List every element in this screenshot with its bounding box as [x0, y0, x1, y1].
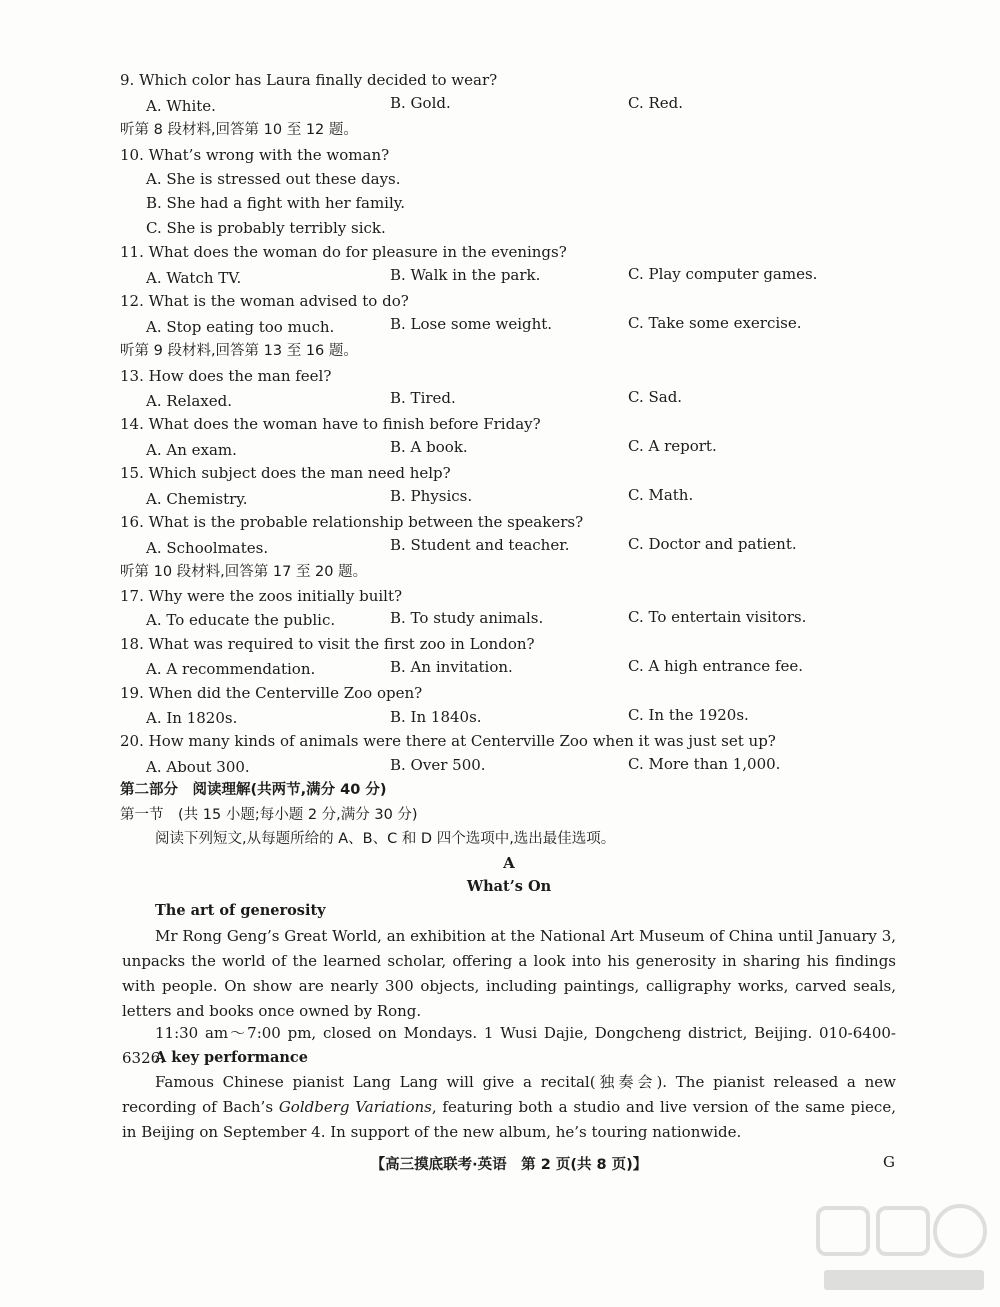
question-15: 15. Which subject does the man need help?: [120, 464, 451, 482]
option-18a: A. A recommendation.: [146, 660, 316, 678]
option-17a: A. To educate the public.: [146, 611, 336, 629]
option-19b: B. In 1840s.: [390, 708, 482, 726]
option-9c: C. Red.: [628, 94, 684, 112]
option-14b: B. A book.: [390, 438, 468, 456]
option-14a: A. An exam.: [146, 441, 237, 459]
option-20a: A. About 300.: [146, 758, 250, 776]
article-heading-performance: A key performance: [155, 1049, 308, 1066]
option-12a: A. Stop eating too much.: [146, 318, 335, 336]
section-instruction-8: 听第 8 段材料,回答第 10 至 12 题。: [120, 122, 358, 138]
part2-title: 第二部分 阅读理解(共两节,满分 40 分): [120, 782, 387, 798]
option-15b: B. Physics.: [390, 487, 473, 505]
article-info-1-text: 11:30 am～7:00 pm, closed on Mondays. 1 Wusi Dajie, Dongcheng district, Beijing. 010-6400-6326.: [122, 1024, 896, 1067]
option-19c: C. In the 1920s.: [628, 706, 749, 724]
question-20: 20. How many kinds of animals were there at Centerville Zoo when it was just set up?: [120, 732, 776, 750]
option-20c: C. More than 1,000.: [628, 755, 781, 773]
option-10c: C. She is probably terribly sick.: [146, 219, 386, 237]
option-10a: A. She is stressed out these days.: [146, 170, 401, 188]
page-footer: 【高三摸底联考·英语 第 2 页(共 8 页)】: [370, 1157, 648, 1173]
option-9a: A. White.: [146, 97, 216, 115]
article-paragraph-1: [122, 924, 896, 1024]
option-11b: B. Walk in the park.: [390, 266, 541, 284]
option-19a: A. In 1820s.: [146, 709, 238, 727]
option-13a: A. Relaxed.: [146, 392, 232, 410]
watermark-logo-icon: [810, 1200, 995, 1300]
question-12: 12. What is the woman advised to do?: [120, 292, 409, 310]
option-15c: C. Math.: [628, 486, 694, 504]
question-9: 9. Which color has Laura finally decided to wear?: [120, 71, 498, 89]
passage-title: What’s On: [466, 878, 552, 895]
article-heading-generosity: The art of generosity: [155, 902, 326, 919]
option-17c: C. To entertain visitors.: [628, 608, 807, 626]
article-paragraph-2: [122, 1070, 896, 1145]
option-14c: C. A report.: [628, 437, 717, 455]
option-13c: C. Sad.: [628, 388, 683, 406]
question-10: 10. What’s wrong with the woman?: [120, 146, 390, 164]
paper-code: G: [883, 1153, 895, 1171]
option-13b: B. Tired.: [390, 389, 456, 407]
option-20b: B. Over 500.: [390, 756, 486, 774]
option-11c: C. Play computer games.: [628, 265, 818, 283]
option-10b: B. She had a fight with her family.: [146, 194, 406, 212]
option-18c: C. A high entrance fee.: [628, 657, 804, 675]
option-12b: B. Lose some weight.: [390, 315, 553, 333]
question-17: 17. Why were the zoos initially built?: [120, 587, 403, 605]
question-16: 16. What is the probable relationship between the speakers?: [120, 513, 584, 531]
option-12c: C. Take some exercise.: [628, 314, 802, 332]
section-instruction-10: 听第 10 段材料,回答第 17 至 20 题。: [120, 564, 368, 580]
option-11a: A. Watch TV.: [146, 269, 242, 287]
question-13: 13. How does the man feel?: [120, 367, 332, 385]
question-14: 14. What does the woman have to finish before Friday?: [120, 415, 541, 433]
option-15a: A. Chemistry.: [146, 490, 248, 508]
article-paragraph-1-text: Mr Rong Geng’s Great World, an exhibition at the National Art Museum of China until January 3, unpacks the world of the learned scholar, offering a look into his generosity in sharing his findings with people. On show are nearly 300 objects, including paintings, calligraphy works, carved seals, letters and books once owned by Rong.: [122, 927, 896, 1020]
option-16c: C. Doctor and patient.: [628, 535, 797, 553]
section-instruction-9: 听第 9 段材料,回答第 13 至 16 题。: [120, 343, 358, 359]
option-16a: A. Schoolmates.: [146, 539, 269, 557]
option-16b: B. Student and teacher.: [390, 536, 570, 554]
option-17b: B. To study animals.: [390, 609, 544, 627]
question-19: 19. When did the Centerville Zoo open?: [120, 684, 423, 702]
article-paragraph-2-post: , featuring both a studio and live version of the same piece, in Beijing on September 4. In support of the new album, he’s touring nationwide.: [122, 1098, 896, 1141]
part2-section1: 第一节 (共 15 小题;每小题 2 分,满分 30 分): [120, 807, 418, 823]
option-18b: B. An invitation.: [390, 658, 513, 676]
question-11: 11. What does the woman do for pleasure in the evenings?: [120, 243, 567, 261]
article-paragraph-2-title: Goldberg Variations: [278, 1098, 432, 1116]
passage-letter: A: [503, 854, 515, 872]
question-18: 18. What was required to visit the first zoo in London?: [120, 635, 535, 653]
part2-instruction: 阅读下列短文,从每题所给的 A、B、C 和 D 四个选项中,选出最佳选项。: [155, 831, 616, 847]
option-9b: B. Gold.: [390, 94, 451, 112]
article-paragraph-2-pre: Famous Chinese pianist Lang Lang will give a recital(独奏会). The pianist released a new recording of Bach’s: [122, 1073, 896, 1116]
